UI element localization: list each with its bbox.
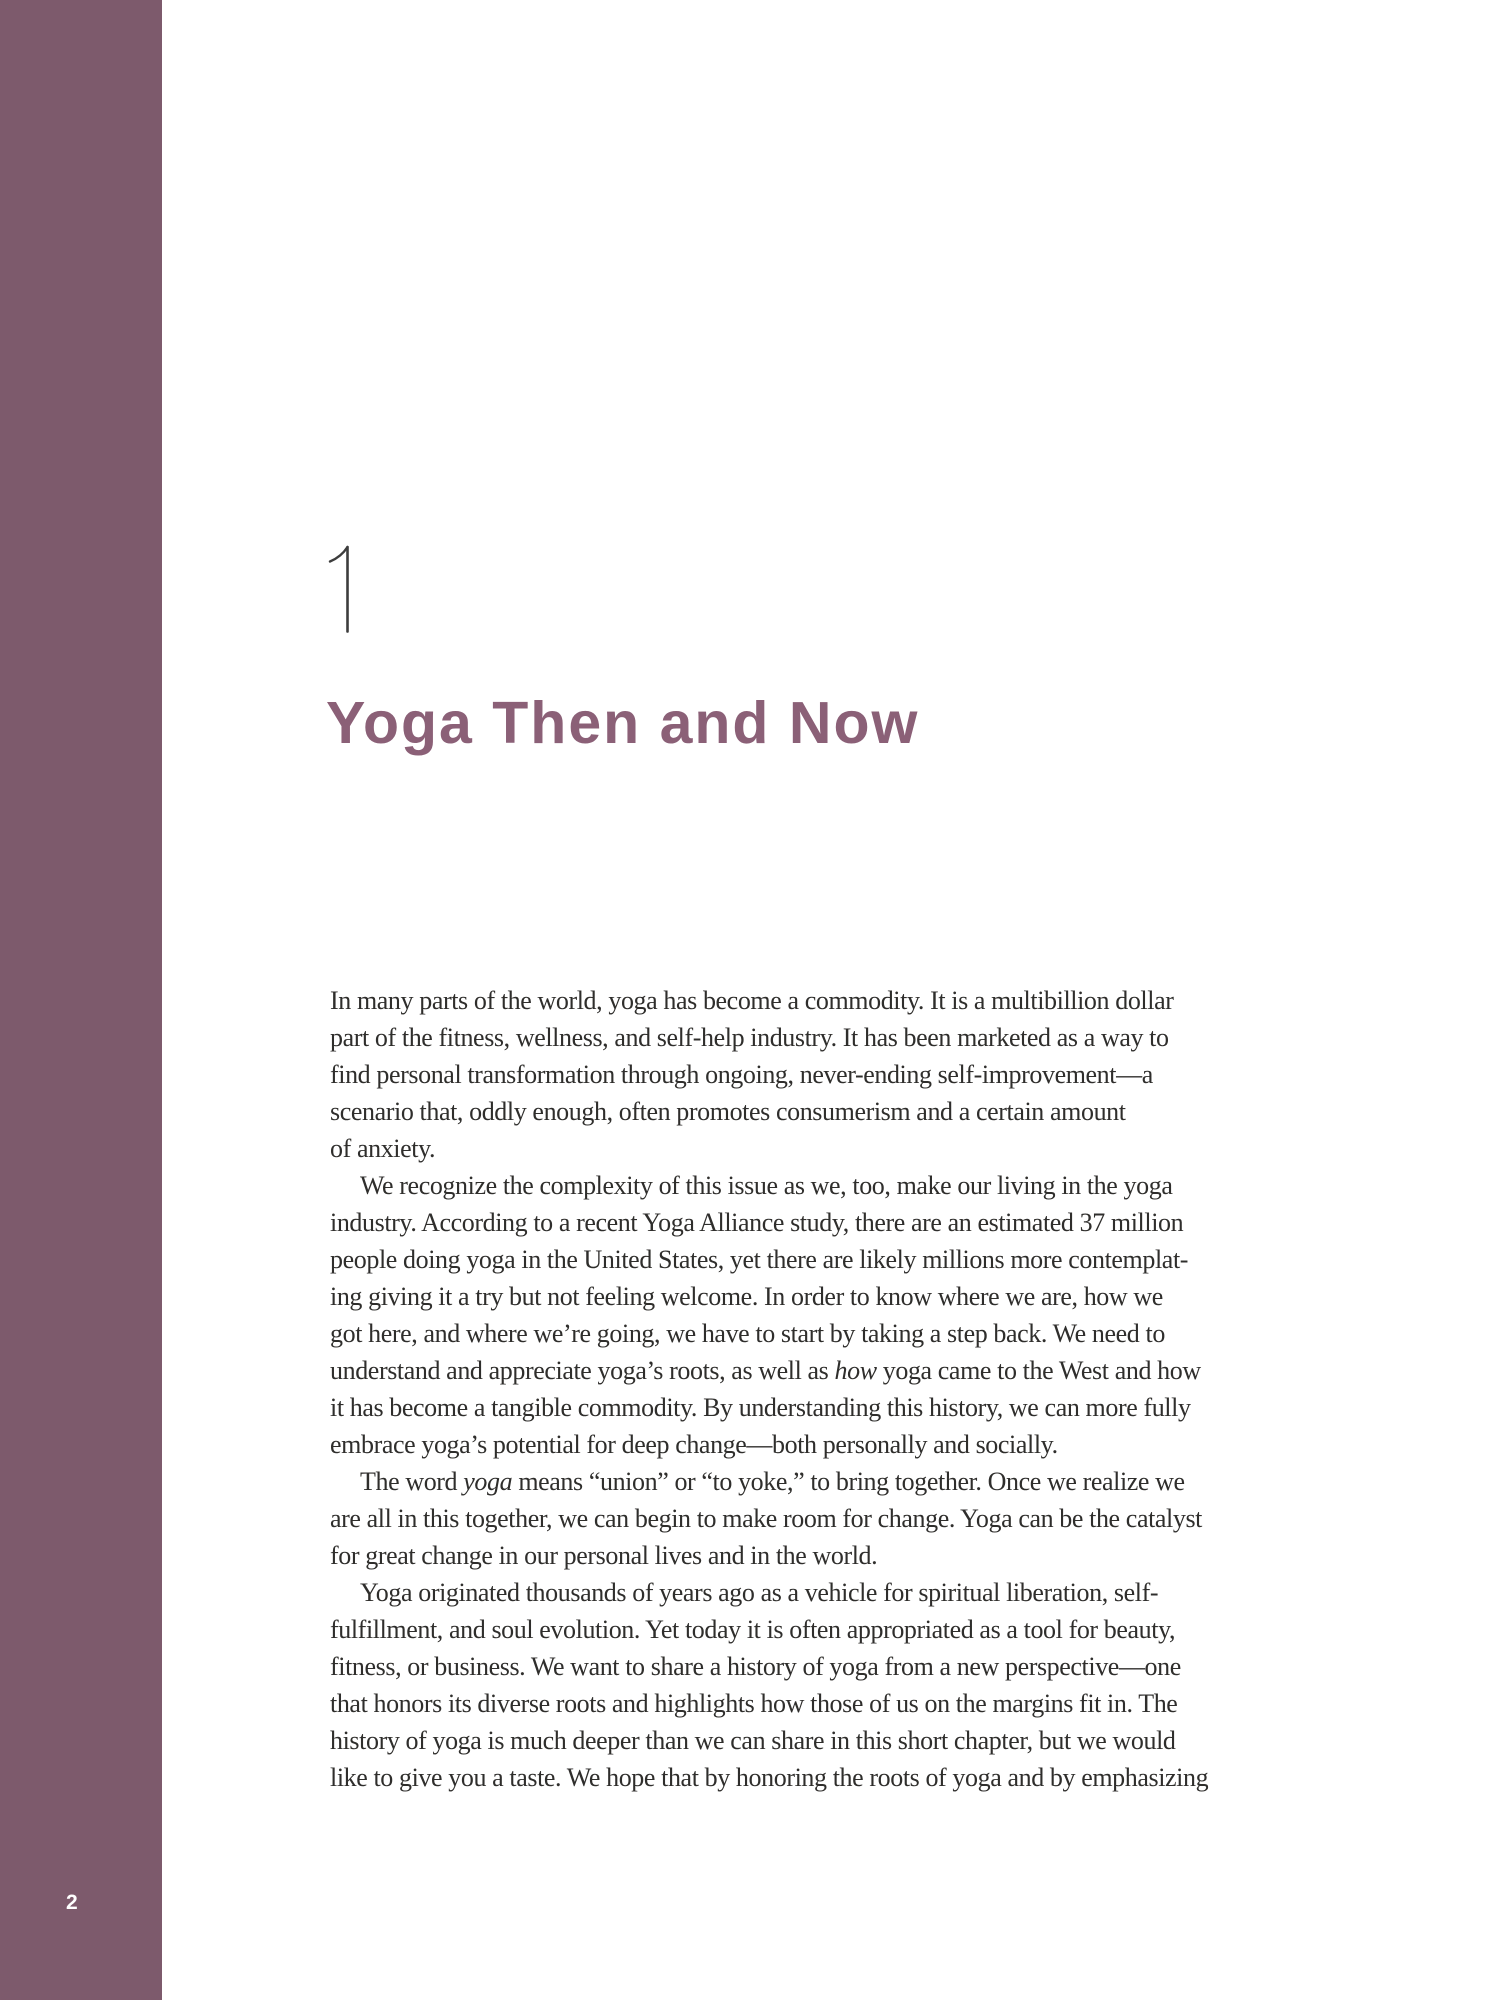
body-line: The word yoga means “union” or “to yoke,” to bring together. Once we realize we bbox=[360, 1467, 1185, 1496]
body-line: fitness, or business. We want to share a history of yoga from a new perspective—one bbox=[330, 1652, 1181, 1681]
chapter-title: Yoga Then and Now bbox=[326, 690, 920, 756]
body-line: part of the fitness, wellness, and self-help industry. It has been marketed as a way to bbox=[330, 1023, 1169, 1052]
body-line: embrace yoga’s potential for deep change—both personally and socially. bbox=[330, 1430, 1058, 1459]
body-line: fulfillment, and soul evolution. Yet today it is often appropriated as a tool for beauty, bbox=[330, 1615, 1176, 1644]
body-line: In many parts of the world, yoga has become a commodity. It is a multibillion dollar bbox=[330, 986, 1174, 1015]
body-line: for great change in our personal lives and in the world. bbox=[330, 1541, 878, 1570]
body-line: Yoga originated thousands of years ago as a vehicle for spiritual liberation, self- bbox=[360, 1578, 1159, 1607]
body-line: people doing yoga in the United States, yet there are likely millions more contemplat- bbox=[330, 1245, 1189, 1274]
body-line: like to give you a taste. We hope that by honoring the roots of yoga and by emphasizing bbox=[330, 1763, 1209, 1792]
body-line: of anxiety. bbox=[330, 1134, 436, 1163]
body-line: scenario that, oddly enough, often promotes consumerism and a certain amount bbox=[330, 1097, 1126, 1126]
body-line: We recognize the complexity of this issue as we, too, make our living in the yoga bbox=[360, 1171, 1173, 1200]
body-line: got here, and where we’re going, we have to start by taking a step back. We need to bbox=[330, 1319, 1165, 1348]
body-line: that honors its diverse roots and highlights how those of us on the margins fit in. The bbox=[330, 1689, 1178, 1718]
sidebar-band bbox=[0, 0, 162, 2000]
body-line: history of yoga is much deeper than we can share in this short chapter, but we would bbox=[330, 1726, 1176, 1755]
body-line: find personal transformation through ongoing, never-ending self-improvement—a bbox=[330, 1060, 1153, 1089]
body-line: industry. According to a recent Yoga Alliance study, there are an estimated 37 million bbox=[330, 1208, 1184, 1237]
numeral-one-icon bbox=[326, 545, 356, 633]
body-line: are all in this together, we can begin to make room for change. Yoga can be the catalyst bbox=[330, 1504, 1203, 1533]
page-number: 2 bbox=[66, 1891, 78, 1914]
body-line: it has become a tangible commodity. By understanding this history, we can more fully bbox=[330, 1393, 1191, 1422]
body-line: ing giving it a try but not feeling welcome. In order to know where we are, how we bbox=[330, 1282, 1163, 1311]
body-line: understand and appreciate yoga’s roots, as well as how yoga came to the West and how bbox=[330, 1356, 1201, 1385]
chapter-body bbox=[330, 982, 1430, 1796]
chapter-number bbox=[326, 545, 356, 633]
